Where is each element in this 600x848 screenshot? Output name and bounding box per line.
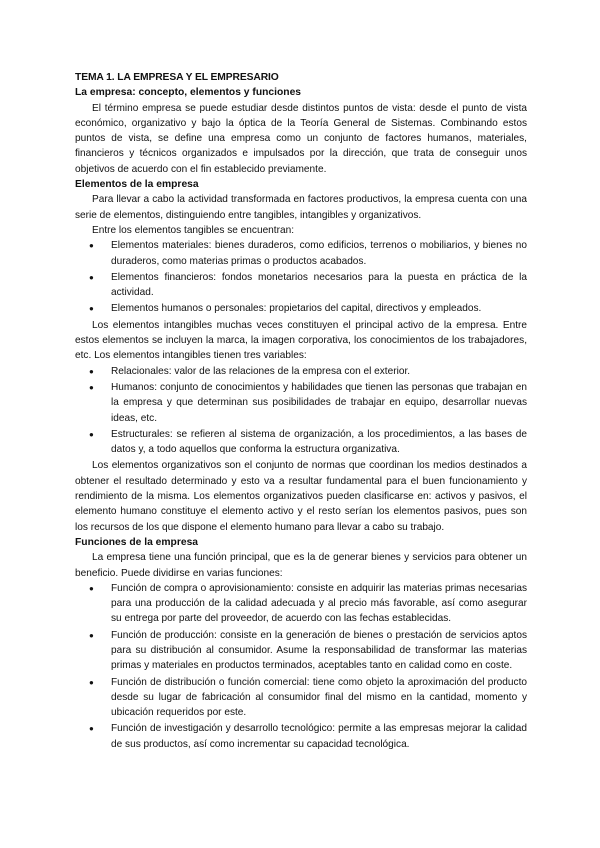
paragraph-tangibles-intro: Entre los elementos tangibles se encuentran:	[92, 224, 294, 236]
section-heading-elementos: Elementos de la empresa	[75, 179, 199, 191]
paragraph-intangibles: Los elementos intangibles muchas veces constituyen el principal activo de la empresa. Entre estos elementos se incluyen la marca, la imagen corporativa, los conocimientos de los trabajadores, etc. Los elementos intangibles tienen tres variables:	[75, 319, 527, 362]
list-item-funcion: ● Función de distribución o función comercial: tiene como objeto la aproximación del producto desde su lugar de fabricación al consumidor final del mismo en la cantidad, momento y ubicación requeridos por este.	[75, 675, 527, 721]
list-item-intangible: ● Humanos: conjunto de conocimientos y habilidades que tienen las personas que trabajan en la empresa y que determinan sus posibilidades de trabajar en equipo, desarrollar nuevas ideas, etc.	[75, 380, 527, 426]
list-item-intangible: ● Relacionales: valor de las relaciones de la empresa con el exterior.	[75, 364, 527, 379]
list-item-tangible: ● Elementos humanos o personales: propietarios del capital, directivos y empleados.	[75, 301, 527, 316]
paragraph-elementos-intro: Para llevar a cabo la actividad transformada en factores productivos, la empresa cuenta con una serie de elementos, distinguiendo entre tangibles, intangibles y organizativos.	[75, 194, 527, 221]
document-title: TEMA 1. LA EMPRESA Y EL EMPRESARIO	[75, 72, 279, 83]
list-item-funcion: ● Función de compra o aprovisionamiento: consiste en adquirir las materias primas necesarias para una producción de la calidad adecuada y al precio más favorable, así como asegurar su entrega por parte del proveedor, de acuerdo con las fechas establecidas.	[75, 581, 527, 627]
section-heading-concepto: La empresa: concepto, elementos y funciones	[75, 87, 302, 99]
list-funciones	[75, 581, 527, 752]
list-item-tangible: ● Elementos materiales: bienes duraderos, como edificios, terrenos o mobiliarios, y bienes no duraderos, como materias primas o productos acabados.	[75, 238, 527, 269]
list-item-tangible: ● Elementos financieros: fondos monetarios necesarios para la puesta en práctica de la actividad.	[75, 270, 527, 301]
list-tangibles	[75, 238, 527, 316]
list-item-intangible: ● Estructurales: se refieren al sistema de organización, a los procedimientos, a las bases de datos y, a todo aquellos que conforma la estructura organizativa.	[75, 427, 527, 458]
list-intangibles	[75, 364, 527, 458]
section-heading-funciones: Funciones de la empresa	[75, 536, 199, 548]
paragraph-funciones-intro: La empresa tiene una función principal, que es la de generar bienes y servicios para obtener un beneficio. Puede dividirse en varias funciones:	[75, 552, 527, 579]
list-item-funcion: ● Función de producción: consiste en la generación de bienes o prestación de servicios aptos para su distribución al consumidor. Asume la responsabilidad de transformar las materias primas y materiales en productos terminados, aceptables tanto en calidad como en coste.	[75, 628, 527, 674]
list-item-funcion: ● Función de investigación y desarrollo tecnológico: permite a las empresas mejorar la calidad de sus productos, así como incrementar su capacidad tecnológica.	[75, 721, 527, 752]
paragraph-definicion: El término empresa se puede estudiar desde distintos puntos de vista: desde el punto de vista económico, organizativo y bajo la óptica de la Teoría General de Sistemas. Combinando estos puntos de vista, se define una empresa como un conjunto de factores humanos, materiales, financieros y técnicos organizados e impulsados por la dirección, que trata de conseguir unos objetivos de acuerdo con el fin establecido previamente.	[75, 102, 527, 175]
paragraph-organizativos: Los elementos organizativos son el conjunto de normas que coordinan los medios destinados a obtener el resultado determinado y esto va a resultar fundamental para el buen funcionamiento y rendimiento de la misma. Los elementos organizativos pueden clasificarse en: activos y pasivos, el elemento humano constituye el elemento activo y el resto serían los elementos pasivos, pues son los recursos de los que dispone el elemento humano para llevar a cabo su trabajo.	[75, 460, 527, 533]
